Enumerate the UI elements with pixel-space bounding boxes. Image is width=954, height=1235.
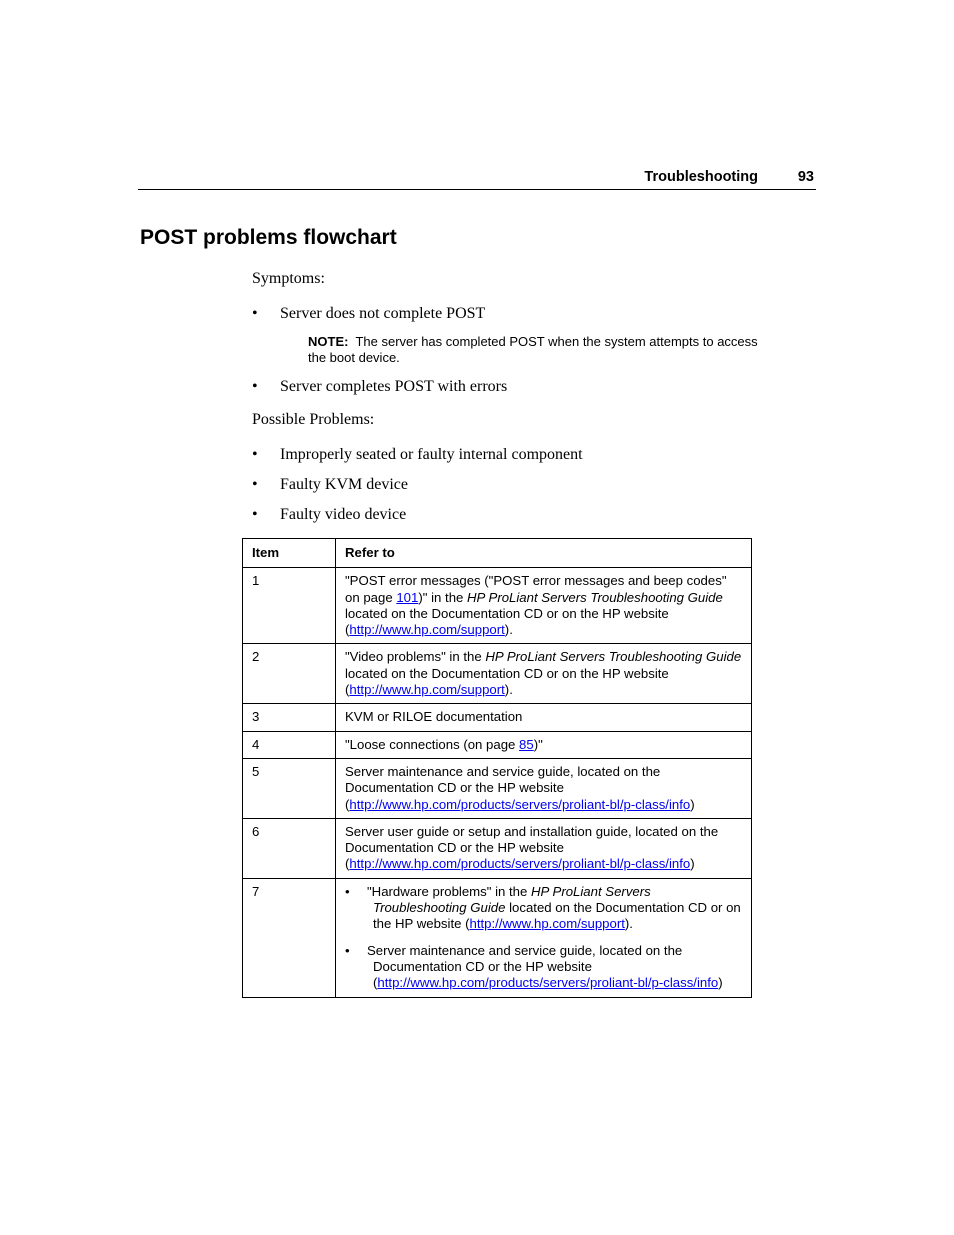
item-number: 7 [243, 878, 336, 997]
table-row [243, 704, 752, 731]
problem-text: Improperly seated or faulty internal component [280, 446, 583, 463]
problems-label: Possible Problems: [252, 411, 375, 428]
table-row [243, 878, 752, 997]
bullet-icon: • [252, 305, 258, 322]
item-number: 1 [243, 568, 336, 644]
text-run: ). [624, 916, 633, 932]
text-run: "Loose connections (on page [345, 736, 520, 752]
url-link[interactable]: http://www.hp.com/products/servers/proliant-bl/p-class/info [349, 796, 691, 812]
refer-to-cell: KVM or RILOE documentation [336, 704, 752, 731]
url-link[interactable]: http://www.hp.com/products/servers/proliant-bl/p-class/info [349, 856, 691, 872]
text-run: ). [504, 622, 513, 638]
running-header-section: Troubleshooting [644, 169, 758, 185]
column-header-refer-to: Refer to [336, 539, 752, 568]
text-run: "Video problems" in the [345, 649, 486, 665]
note [308, 334, 758, 366]
item-number: 4 [243, 731, 336, 758]
url-link[interactable]: http://www.hp.com/support [469, 916, 625, 932]
bullet-icon: • [252, 378, 258, 395]
text-run: )" [533, 736, 543, 752]
symptom-text: Server completes POST with errors [280, 378, 508, 395]
table-row [243, 758, 752, 818]
table-header-row [243, 539, 752, 568]
page-link[interactable]: 101 [396, 589, 419, 605]
sub-list-item [345, 943, 743, 992]
bullet-icon: • [345, 883, 350, 899]
text-run: ) [690, 856, 695, 872]
table-row [243, 568, 752, 644]
guide-title: HP ProLiant Servers Troubleshooting Guide [485, 649, 742, 665]
note-label: NOTE: [308, 334, 349, 349]
page-title: POST problems flowchart [140, 226, 397, 249]
url-link[interactable]: http://www.hp.com/support [349, 622, 505, 638]
page-number: 93 [797, 169, 814, 185]
text-run: located on the Documentation CD or on the HP website ( [345, 665, 669, 698]
bullet-icon: • [252, 446, 258, 463]
item-number: 3 [243, 704, 336, 731]
refer-to-cell [336, 758, 752, 818]
symptoms-label: Symptoms: [252, 270, 325, 287]
reference-table [242, 538, 752, 998]
item-number: 6 [243, 818, 336, 878]
text-run: ) [718, 975, 723, 991]
item-number: 5 [243, 758, 336, 818]
table-row [243, 644, 752, 704]
refer-to-cell [336, 878, 752, 997]
refer-to-cell [336, 818, 752, 878]
note-text: The server has completed POST when the system attempts to access the boot device. [308, 334, 758, 365]
text-run: )" in the [418, 589, 468, 605]
text-run: ) [690, 796, 695, 812]
problem-text: Faulty KVM device [280, 476, 408, 493]
table-row [243, 818, 752, 878]
text-run: Server maintenance and service guide, located on the Documentation CD or the HP website ( [367, 942, 683, 991]
text-run: ). [504, 682, 513, 698]
text-run: located on the Documentation CD or on the HP website ( [345, 605, 669, 638]
bullet-icon: • [252, 506, 258, 523]
refer-to-cell [336, 731, 752, 758]
url-link[interactable]: http://www.hp.com/products/servers/proliant-bl/p-class/info [377, 975, 719, 991]
bullet-icon: • [252, 476, 258, 493]
item-number: 2 [243, 644, 336, 704]
running-header [138, 169, 816, 190]
text-run: "POST error messages ("POST error messages and beep codes" on page [345, 573, 727, 605]
text-run: "Hardware problems" in the [367, 883, 532, 899]
column-header-item: Item [243, 539, 336, 568]
text-run: Server maintenance and service guide, located on the Documentation CD or the HP website ( [345, 763, 661, 812]
guide-title: HP ProLiant Servers Troubleshooting Guide [373, 883, 651, 916]
text-run: Server user guide or setup and installation guide, located on the Documentation CD or the HP website ( [345, 823, 719, 872]
page-link[interactable]: 85 [519, 736, 534, 752]
problem-text: Faulty video device [280, 506, 407, 523]
bullet-icon: • [345, 942, 350, 958]
text-run: located on the Documentation CD or on the HP website ( [373, 900, 741, 932]
refer-to-cell [336, 568, 752, 644]
symptom-text: Server does not complete POST [280, 305, 486, 322]
url-link[interactable]: http://www.hp.com/support [349, 682, 505, 698]
sub-list-item [345, 884, 743, 933]
guide-title: HP ProLiant Servers Troubleshooting Guide [467, 589, 723, 605]
refer-to-cell [336, 644, 752, 704]
table-row [243, 731, 752, 758]
sub-list [345, 884, 743, 992]
